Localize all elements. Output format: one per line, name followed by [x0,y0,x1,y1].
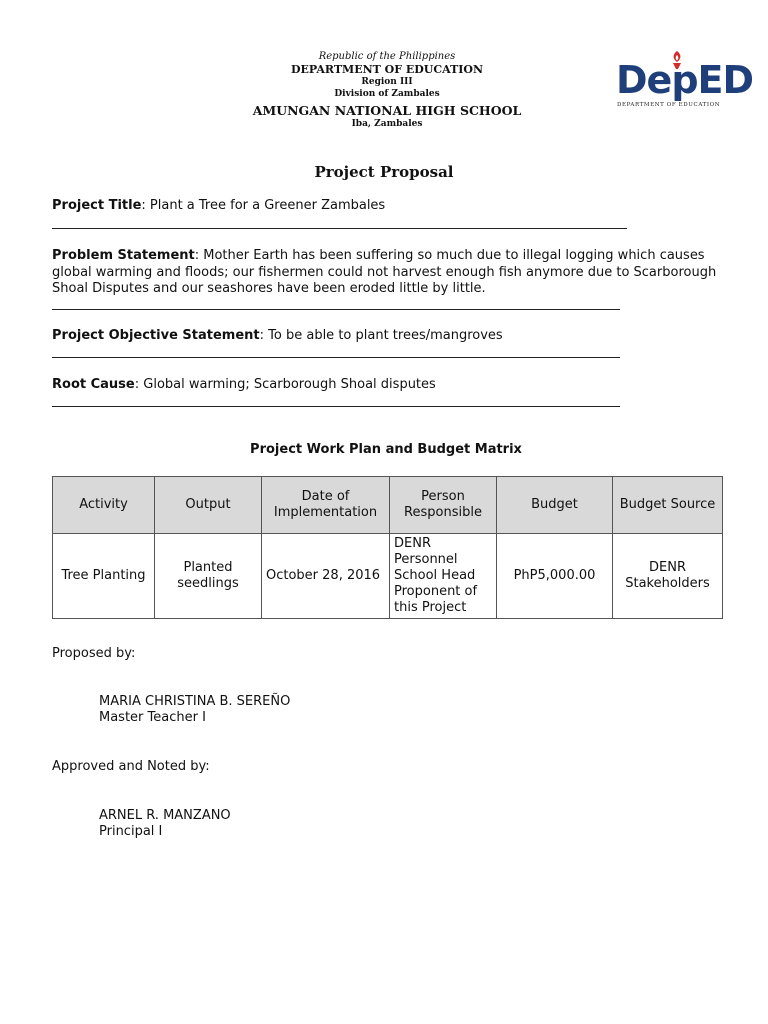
column-header: Output [155,477,262,534]
problem-statement-field [52,248,732,298]
column-header: Date of Implementation [262,477,390,534]
table-cell: DENR Stakeholders [613,534,723,619]
table-cell: October 28, 2016 [262,534,390,619]
logo-wordmark: DepED [616,58,754,102]
table-row [53,534,723,619]
logo-subtext: DEPARTMENT OF EDUCATION [617,102,721,108]
republic-line: Republic of the Philippines [318,51,456,62]
project-title-value: : Plant a Tree for a Greener Zambales [141,198,386,213]
column-header: Activity [53,477,155,534]
proposer-title: Master Teacher I [99,710,206,725]
divider-line [52,309,620,310]
divider-line [52,357,620,358]
department-line: DEPARTMENT OF EDUCATION [290,63,484,76]
approved-by-label: Approved and Noted by: [52,759,210,774]
approver-name: ARNEL R. MANZANO [99,808,231,823]
divider-line [52,406,620,407]
table-cell: Tree Planting [53,534,155,619]
proposed-by-label: Proposed by: [52,646,136,661]
region-line: Region III [361,77,413,88]
table-cell: DENR Personnel School Head Proponent of this Project [390,534,497,619]
root-cause-field [52,377,732,394]
root-cause-value: : Global warming; Scarborough Shoal disputes [134,377,436,392]
root-cause-label: Root Cause [52,377,135,392]
objective-label: Project Objective Statement [52,328,260,343]
problem-statement-value: : Mother Earth has been suffering so much due to illegal logging which causes global warming and floods; our fishermen could not harvest enough fish anymore due to Scarborough Shoal Disputes and our seashores have been eroded little by little. [52,248,717,296]
proposer-name: MARIA CHRISTINA B. SEREÑO [99,694,291,709]
project-title-field [52,198,732,215]
column-header: Person Responsible [390,477,497,534]
divider-line [52,228,627,229]
matrix-title: Project Work Plan and Budget Matrix [250,442,522,457]
letterhead [200,50,574,131]
table-header-row [53,477,723,534]
work-plan-table [52,476,723,619]
problem-statement-label: Problem Statement [52,248,195,263]
objective-value: : To be able to plant trees/mangroves [259,328,503,343]
column-header: Budget [497,477,613,534]
objective-field [52,328,732,345]
column-header: Budget Source [613,477,723,534]
division-line: Division of Zambales [334,88,440,99]
table-cell: Planted seedlings [155,534,262,619]
deped-logo [610,48,768,114]
approver-title: Principal I [99,824,163,839]
school-location: Iba, Zambales [351,118,423,129]
table-cell: PhP5,000.00 [497,534,613,619]
project-title-label: Project Title [52,198,142,213]
document-title: Project Proposal [314,163,454,181]
school-name: AMUNGAN NATIONAL HIGH SCHOOL [252,102,522,118]
